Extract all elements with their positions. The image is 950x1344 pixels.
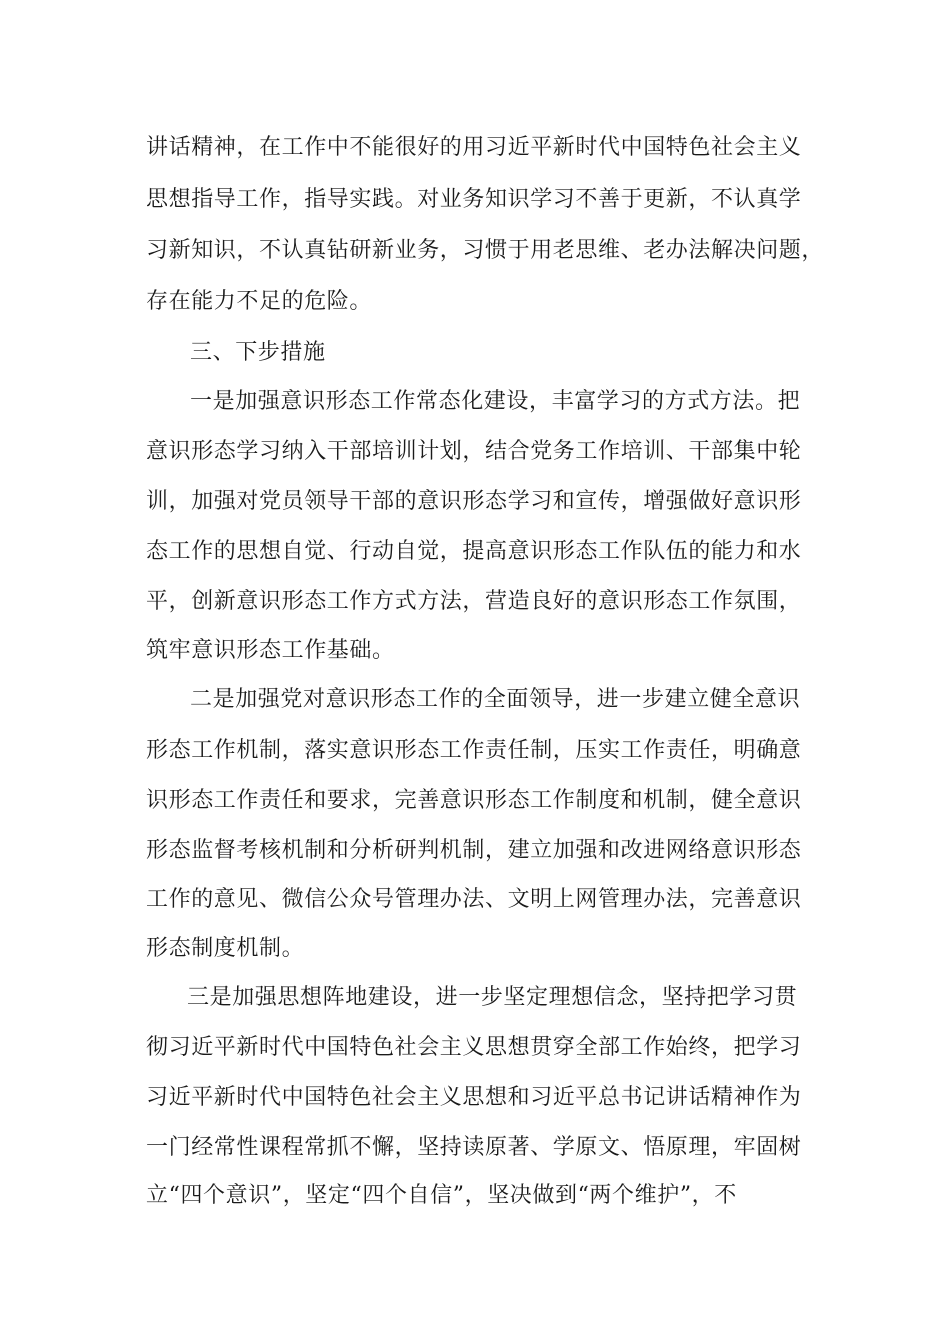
paragraph-line: 形态监督考核机制和分析研判机制，建立加强和改进网络意识形态 <box>146 838 802 863</box>
paragraph-line: 习新知识，不认真钻研新业务，习惯于用老思维、老办法解决问题， <box>146 238 825 263</box>
paragraph-line: 一门经常性课程常抓不懈，坚持读原著、学原文、悟原理，牢固树 <box>146 1135 802 1160</box>
section-heading: 三、下步措施 <box>190 340 326 365</box>
paragraph-line: 一是加强意识形态工作常态化建设，丰富学习的方式方法。把 <box>190 389 801 414</box>
paragraph-line: 存在能力不足的危险。 <box>146 289 373 314</box>
paragraph-line: 习近平新时代中国特色社会主义思想和习近平总书记讲话精神作为 <box>146 1085 802 1110</box>
paragraph-line: 态工作的思想自觉、行动自觉，提高意识形态工作队伍的能力和水 <box>146 539 802 564</box>
paragraph-line: 形态工作机制，落实意识形态工作责任制，压实工作责任，明确意 <box>146 738 802 763</box>
paragraph-line: 立“四个意识”，坚定“四个自信”，坚决做到“两个维护”，不 <box>146 1183 737 1208</box>
paragraph-line: 形态制度机制。 <box>146 936 305 961</box>
paragraph-line: 工作的意见、微信公众号管理办法、文明上网管理办法，完善意识 <box>146 887 802 912</box>
paragraph-line: 训，加强对党员领导干部的意识形态学习和宣传，增强做好意识形 <box>146 489 802 514</box>
paragraph-line: 三是加强思想阵地建设，进一步坚定理想信念，坚持把学习贯 <box>187 985 798 1010</box>
paragraph-line: 意识形态学习纳入干部培训计划，结合党务工作培训、干部集中轮 <box>146 439 802 464</box>
paragraph-line: 筑牢意识形态工作基础。 <box>146 638 395 663</box>
paragraph-line: 平，创新意识形态工作方式方法，营造良好的意识形态工作氛围， <box>146 589 802 614</box>
paragraph-line: 讲话精神，在工作中不能很好的用习近平新时代中国特色社会主义 <box>146 135 802 160</box>
paragraph-line: 二是加强党对意识形态工作的全面领导，进一步建立健全意识 <box>190 687 801 712</box>
paragraph-line: 彻习近平新时代中国特色社会主义思想贯穿全部工作始终，把学习 <box>146 1035 802 1060</box>
paragraph-line: 思想指导工作，指导实践。对业务知识学习不善于更新，不认真学 <box>146 187 802 212</box>
paragraph-line: 识形态工作责任和要求，完善意识形态工作制度和机制，健全意识 <box>146 788 802 813</box>
